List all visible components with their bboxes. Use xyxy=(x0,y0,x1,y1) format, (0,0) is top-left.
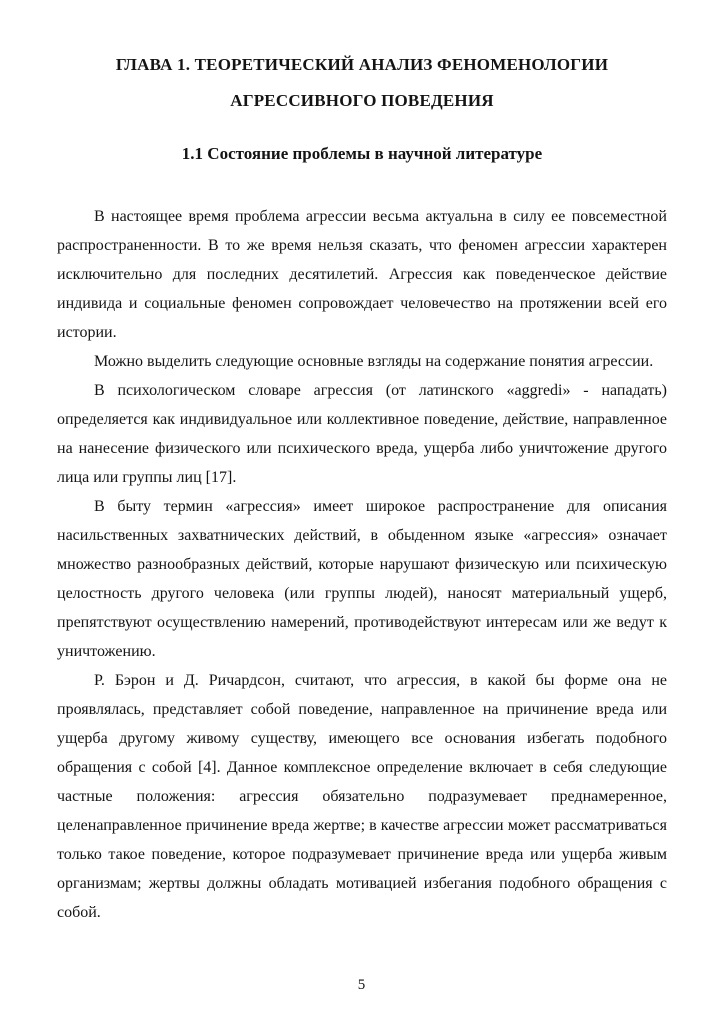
chapter-title-line-1: ГЛАВА 1. ТЕОРЕТИЧЕСКИЙ АНАЛИЗ ФЕНОМЕНОЛОГИИ xyxy=(115,55,609,74)
body-paragraph: В психологическом словаре агрессия (от латинского «aggredi» - нападать) определяется как индивидуальное или коллективное поведение, действие, направленное на нанесение физического или психического вреда, ущерба либо уничтожение другого лица или группы лиц [17]. xyxy=(57,382,667,486)
chapter-title xyxy=(57,47,667,119)
body-paragraph: В быту термин «агрессия» имеет широкое распространение для описания насильственных захватнических действий, в обыденном языке «агрессия» означает множество разнообразных действий, которые нарушают физическую или психическую целостность другого человека (или группы людей), наносят материальный ущерб, препятствуют осуществлению намерений, противодействуют интересам или же ведут к уничтожению. xyxy=(57,498,667,660)
body-paragraph: В настоящее время проблема агрессии весьма актуальна в силу ее повсеместной распространенности. В то же время нельзя сказать, что феномен агрессии характерен исключительно для последних десятилетий. Агрессия как поведенческое действие индивида и социальные феномен сопровождает человечество на протяжении всей его истории. xyxy=(57,208,667,341)
page-number: 5 xyxy=(357,977,366,993)
section-title: 1.1 Состояние проблемы в научной литературе xyxy=(181,144,543,163)
chapter-title-line-2: АГРЕССИВНОГО ПОВЕДЕНИЯ xyxy=(230,91,494,110)
body-paragraph: Р. Бэрон и Д. Ричардсон, считают, что агрессия, в какой бы форме она не проявлялась, представляет собой поведение, направленное на причинение вреда или ущерба другому живому существу, имеющего все основания избегать подобного обращения с собой [4]. Данное комплексное определение включает в себя следующие частные положения: агрессия обязательно подразумевает преднамеренное, целенаправленное причинение вреда жертве; в качестве агрессии может рассматриваться только такое поведение, которое подразумевает причинение вреда или ущерба живым организмам; жертвы должны обладать мотивацией избегания подобного обращения с собой. xyxy=(57,672,667,921)
body-paragraph: Можно выделить следующие основные взгляды на содержание понятия агрессии. xyxy=(94,353,654,370)
